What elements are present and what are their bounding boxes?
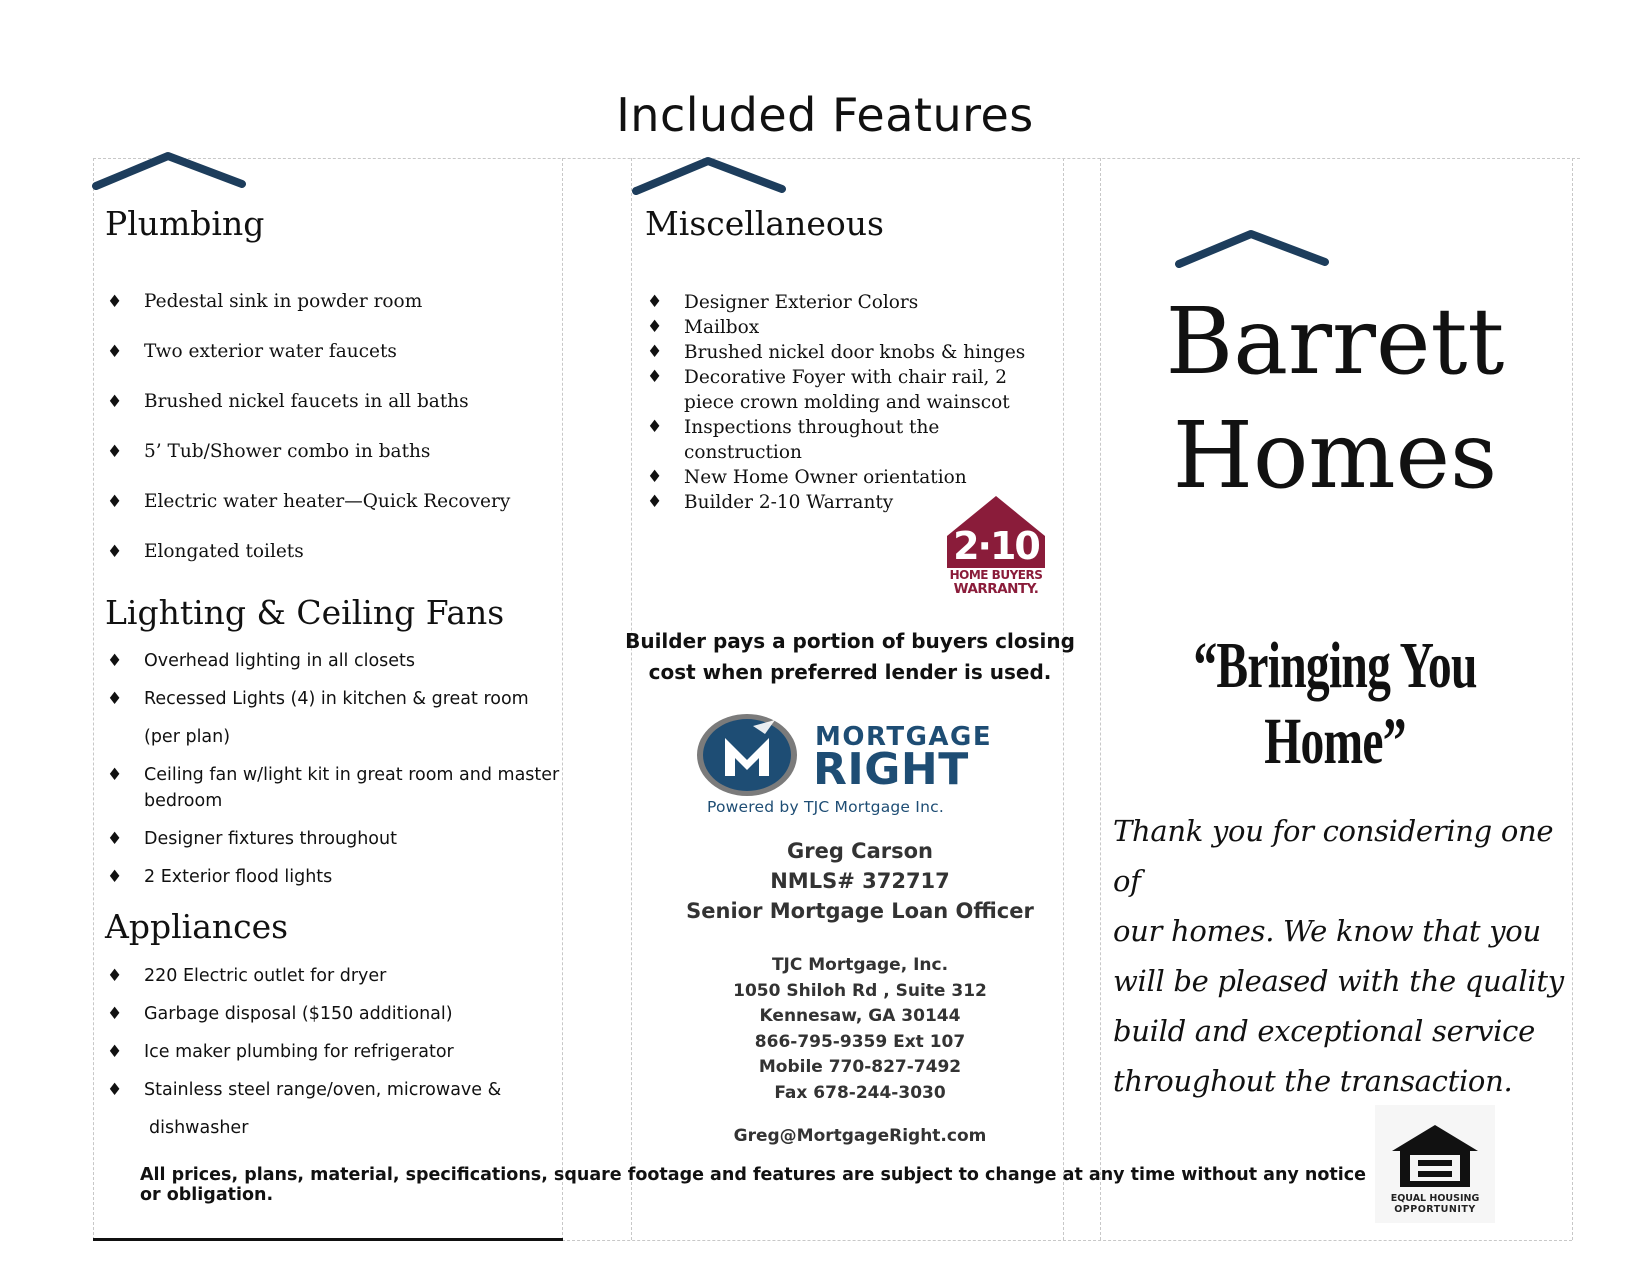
list-item: ♦ Pedestal sink in powder room [107, 291, 423, 312]
list-item: ♦ Recessed Lights (4) in kitchen & great room [107, 686, 562, 712]
bullet-icon: ♦ [107, 966, 123, 986]
equal-housing-line2: OPPORTUNITY [1394, 1204, 1476, 1215]
list-item: ♦ Garbage disposal ($150 additional) [107, 1001, 562, 1027]
bullet-icon: ♦ [647, 417, 663, 437]
thank-you-message: Thank you for considering one of our homes. We know that you will be pleased with the quality build and exceptional service throughout the transaction. [1113, 814, 1564, 1098]
appliances-list [107, 963, 562, 1141]
panel-fold-2 [631, 158, 632, 1240]
roof-icon-plumbing [92, 150, 248, 192]
misc-heading: Miscellaneous [645, 204, 884, 243]
panel-border-top [93, 158, 1580, 159]
equal-housing-icon [1390, 1123, 1480, 1189]
mortgage-m-icon [695, 712, 799, 798]
bullet-icon: ♦ [107, 765, 123, 785]
warranty-line2: WARRANTY. [953, 581, 1039, 597]
list-item: ♦ New Home Owner orientation [647, 467, 967, 488]
lender-role: Senior Mortgage Loan Officer [686, 899, 1034, 923]
list-item: ♦ Designer Exterior Colors [647, 292, 919, 313]
bullet-icon: ♦ [647, 367, 663, 387]
list-item: dishwasher [149, 1118, 249, 1138]
list-item: (per plan) [144, 727, 231, 747]
page-title: Included Features [616, 88, 1034, 142]
list-item: ♦ Stainless steel range/oven, microwave & [107, 1077, 562, 1103]
bullet-icon: ♦ [647, 467, 663, 487]
equal-housing-line1: EQUAL HOUSING [1390, 1193, 1480, 1204]
warranty-line1: HOME BUYERS [949, 568, 1043, 582]
brand-name: Barrett Homes [1165, 288, 1505, 509]
bullet-icon: ♦ [107, 542, 123, 562]
list-item: ♦ Brushed nickel door knobs & hinges [647, 342, 1026, 363]
panel-border-bottom [562, 1240, 1572, 1241]
list-item: ♦ 2 Exterior flood lights [107, 864, 562, 890]
company-fax: Fax 678-244-3030 [774, 1082, 946, 1103]
list-item: ♦ Decorative Foyer with chair rail, 2 piece crown molding and wainscot [647, 367, 1010, 413]
list-item: ♦ 5’ Tub/Shower combo in baths [107, 441, 431, 462]
mortgage-right-logo [695, 712, 1005, 817]
lender-info [640, 836, 1080, 926]
bullet-icon: ♦ [107, 292, 123, 312]
bullet-icon: ♦ [107, 829, 123, 849]
bullet-icon: ♦ [107, 492, 123, 512]
bullet-icon: ♦ [107, 651, 123, 671]
company-phone: 866-795-9359 Ext 107 [754, 1031, 966, 1052]
list-item: ♦ Ceiling fan w/light kit in great room and master bedroom [107, 762, 562, 814]
brand-tagline: “Bringing You Home” [1193, 629, 1477, 778]
list-item: ♦ Builder 2-10 Warranty [647, 492, 894, 513]
warranty-logo [945, 494, 1047, 596]
bullet-icon: ♦ [107, 689, 123, 709]
list-item: ♦ Overhead lighting in all closets [107, 648, 562, 674]
list-item: ♦ 220 Electric outlet for dryer [107, 963, 562, 989]
bullet-icon: ♦ [107, 1080, 123, 1100]
builder-note: Builder pays a portion of buyers closing cost when preferred lender is used. [625, 629, 1075, 684]
panel-fold-3 [1063, 158, 1064, 1240]
disclaimer: All prices, plans, material, specifications, square footage and features are subject to change at any time without any notice or obligation. [140, 1165, 1367, 1205]
lender-name: Greg Carson [787, 839, 933, 863]
mortgage-tagline: Powered by TJC Mortgage Inc. [707, 798, 944, 816]
bottom-rule [93, 1238, 563, 1241]
bullet-icon: ♦ [647, 492, 663, 512]
list-item: ♦ Electric water heater—Quick Recovery [107, 491, 511, 512]
list-item: ♦ Designer fixtures throughout [107, 826, 562, 852]
bullet-icon: ♦ [107, 1004, 123, 1024]
lighting-list [107, 648, 562, 890]
company-info [690, 953, 1030, 1106]
bullet-icon: ♦ [647, 342, 663, 362]
bullet-icon: ♦ [647, 317, 663, 337]
bullet-icon: ♦ [107, 392, 123, 412]
company-address-1: 1050 Shiloh Rd , Suite 312 [733, 980, 987, 1001]
panel-border-left [93, 158, 94, 1240]
company-name: TJC Mortgage, Inc. [771, 955, 949, 975]
list-item: ♦ Two exterior water faucets [107, 341, 397, 362]
company-mobile: Mobile 770-827-7492 [758, 1057, 962, 1077]
appliances-heading: Appliances [105, 907, 289, 946]
bullet-icon: ♦ [107, 442, 123, 462]
panel-fold-1 [562, 158, 563, 1240]
list-item: ♦ Mailbox [647, 317, 760, 338]
mortgage-word: MORTGAGE [815, 722, 993, 752]
bullet-icon: ♦ [107, 867, 123, 887]
bullet-icon: ♦ [107, 1042, 123, 1062]
plumbing-heading: Plumbing [105, 204, 265, 243]
lighting-heading: Lighting & Ceiling Fans [105, 593, 505, 632]
list-item: ♦ Brushed nickel faucets in all baths [107, 391, 469, 412]
panel-fold-4 [1100, 158, 1101, 1240]
plumbing-list [107, 290, 557, 590]
company-address-2: Kennesaw, GA 30144 [759, 1006, 961, 1026]
bullet-icon: ♦ [647, 292, 663, 312]
roof-icon-brand [1175, 228, 1331, 270]
warranty-number: 2·10 [953, 524, 1039, 568]
misc-list [647, 290, 1062, 515]
lender-email: Greg@MortgageRight.com [733, 1126, 987, 1146]
list-item: ♦ Inspections throughout the construction [647, 417, 940, 463]
equal-housing-logo [1375, 1105, 1495, 1223]
right-word: RIGHT [813, 744, 969, 795]
list-item: ♦ Ice maker plumbing for refrigerator [107, 1039, 562, 1065]
lender-nmls: NMLS# 372717 [770, 869, 950, 893]
list-item: ♦ Elongated toilets [107, 541, 304, 562]
bullet-icon: ♦ [107, 342, 123, 362]
roof-icon-misc [632, 155, 788, 197]
